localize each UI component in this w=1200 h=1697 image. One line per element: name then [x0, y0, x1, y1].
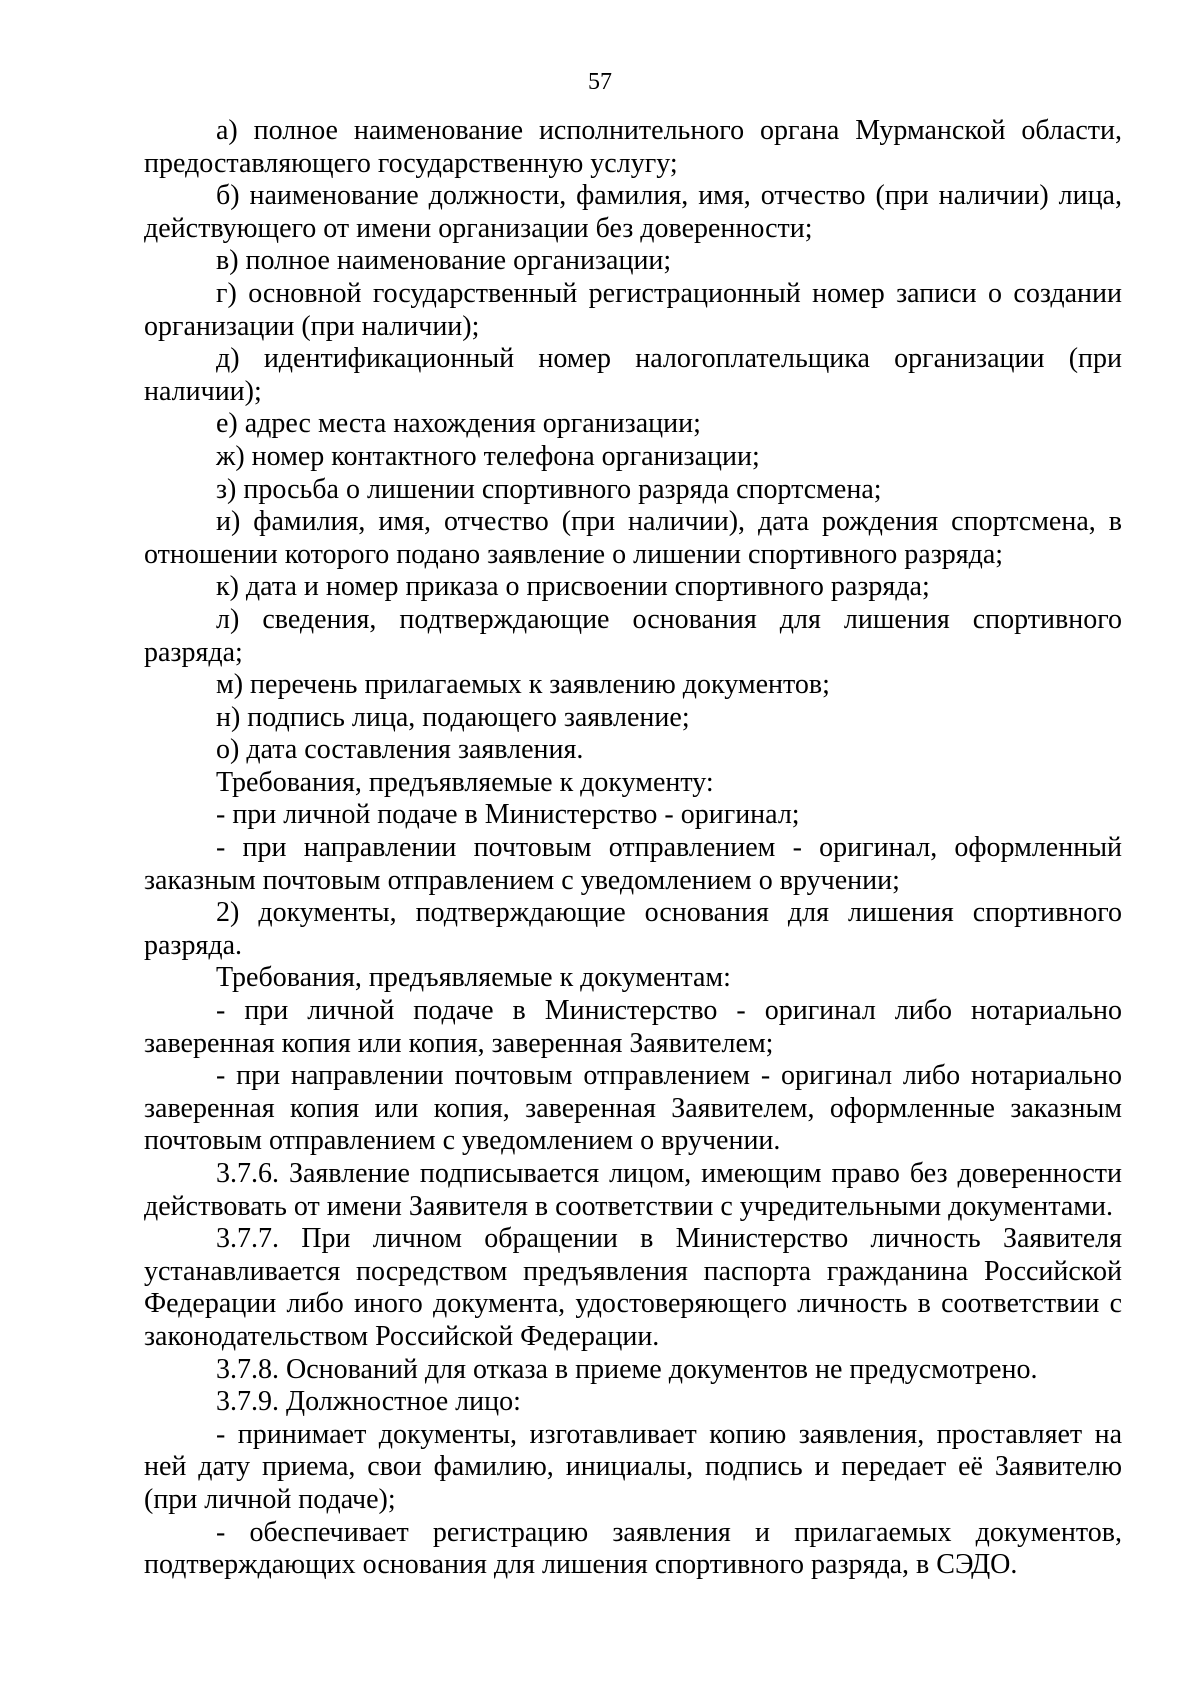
paragraph-item-k: к) дата и номер приказа о присвоении спортивного разряда; — [216, 571, 930, 603]
paragraph-official-registers: - обеспечивает регистрацию заявления и прилагаемых документов, подтверждающих основания для лишения спортивного разряда, в СЭДО. — [144, 1516, 1122, 1581]
paragraph-3-7-8: 3.7.8. Оснований для отказа в приеме документов не предусмотрено. — [216, 1353, 1038, 1385]
paragraph-item-e: е) адрес места нахождения организации; — [216, 408, 701, 440]
paragraph-item-v: в) полное наименование организации; — [216, 245, 672, 277]
paragraph-personal-submission: - при личной подаче в Министерство - оригинал; — [216, 799, 800, 831]
paragraph-3-7-7: 3.7.7. При личном обращении в Министерство личность Заявителя устанавливается посредством предъявления паспорта гражданина Российской Федерации либо иного документа, удостоверяющего личность в соответствии с законодательством Российской Федерации. — [144, 1223, 1122, 1352]
paragraph-requirements-document: Требования, предъявляемые к документу: — [216, 766, 714, 798]
paragraph-item-l: л) сведения, подтверждающие основания для лишения спортивного разряда; — [144, 603, 1122, 668]
paragraph-item-zh: ж) номер контактного телефона организации; — [216, 440, 760, 472]
paragraph-item-d: д) идентификационный номер налогоплательщика организации (при наличии); — [144, 343, 1122, 407]
paragraph-item-g: г) основной государственный регистрационный номер записи о создании организации (при наличии); — [144, 277, 1122, 342]
paragraph-item-o: о) дата составления заявления. — [216, 734, 584, 766]
paragraph-personal-submission-docs: - при личной подаче в Министерство - оригинал либо нотариально заверенная копия или копия, заверенная Заявителем; — [144, 995, 1122, 1059]
paragraph-item-z: з) просьба о лишении спортивного разряда спортсмена; — [216, 473, 882, 505]
paragraph-item-n: н) подпись лица, подающего заявление; — [216, 701, 690, 733]
paragraph-item-m: м) перечень прилагаемых к заявлению документов; — [216, 669, 830, 701]
paragraph-item-i: и) фамилия, имя, отчество (при наличии), дата рождения спортсмена, в отношении которого подано заявление о лишении спортивного разряда; — [144, 506, 1122, 570]
paragraph-official-accepts: - принимает документы, изготавливает копию заявления, проставляет на ней дату приема, свои фамилию, инициалы, подпись и передает её Заявителю (при личной подаче); — [144, 1418, 1122, 1515]
paragraph-3-7-9: 3.7.9. Должностное лицо: — [216, 1386, 521, 1418]
paragraph-item-a: а) полное наименование исполнительного органа Мурманской области, предоставляющего государственную услугу; — [144, 115, 1122, 179]
paragraph-postal-submission-docs: - при направлении почтовым отправлением - оригинал либо нотариально заверенная копия или копия, заверенная Заявителем, оформленные заказным почтовым отправлением с уведомлением о вручении. — [144, 1060, 1122, 1157]
paragraph-3-7-6: 3.7.6. Заявление подписывается лицом, имеющим право без доверенности действовать от имени Заявителя в соответствии с учредительными документами. — [144, 1158, 1122, 1222]
page-number: 57 — [588, 69, 612, 95]
paragraph-requirements-documents: Требования, предъявляемые к документам: — [216, 962, 731, 994]
paragraph-item-b: б) наименование должности, фамилия, имя, отчество (при наличии) лица, действующего от имени организации без доверенности; — [144, 180, 1122, 244]
document-body — [144, 115, 1122, 1582]
paragraph-postal-submission: - при направлении почтовым отправлением - оригинал, оформленный заказным почтовым отправлением с уведомлением о вручении; — [144, 832, 1122, 896]
paragraph-item-2: 2) документы, подтверждающие основания для лишения спортивного разряда. — [144, 897, 1122, 961]
